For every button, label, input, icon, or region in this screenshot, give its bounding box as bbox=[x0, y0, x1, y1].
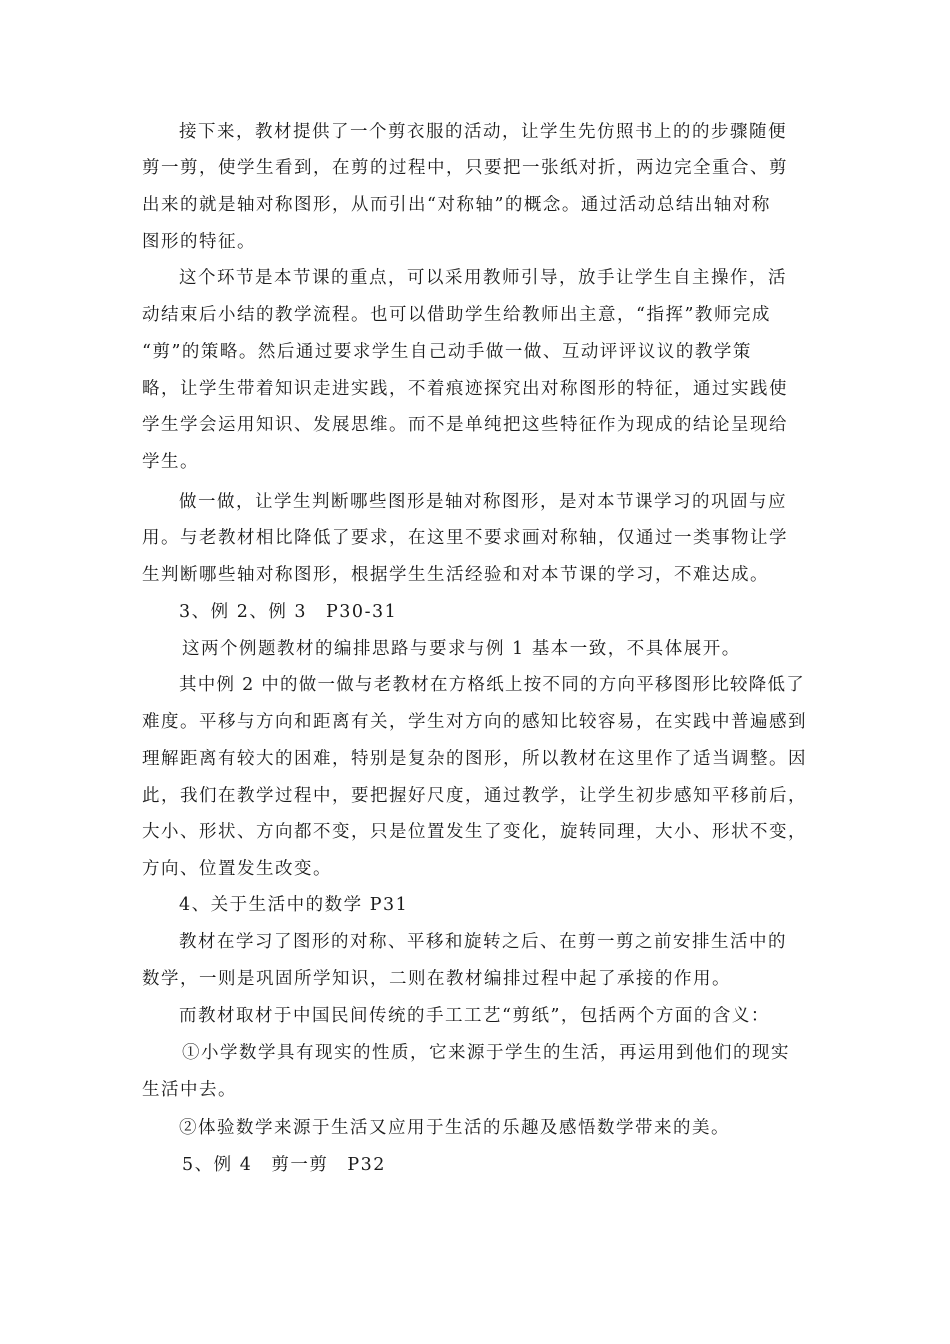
text-line: 这两个例题教材的编排思路与要求与例 1 基本一致，不具体展开。 bbox=[182, 639, 741, 659]
text-line: 这个环节是本节课的重点，可以采用教师引导，放手让学生自主操作，活 bbox=[179, 268, 787, 288]
text-line: 其中例 2 中的做一做与老教材在方格纸上按不同的方向平移图形比较降低了 bbox=[179, 675, 806, 695]
section-heading: 5、例 4 剪一剪 P32 bbox=[182, 1155, 386, 1175]
text-line: 剪一剪，使学生看到，在剪的过程中，只要把一张纸对折，两边完全重合、剪 bbox=[142, 158, 788, 178]
text-line: 教材在学习了图形的对称、平移和旋转之后、在剪一剪之前安排生活中的 bbox=[179, 932, 787, 952]
text-line: 大小、形状、方向都不变，只是位置发生了变化，旋转同理，大小、形状不变， bbox=[142, 822, 807, 842]
text-line: 理解距离有较大的困难，特别是复杂的图形，所以教材在这里作了适当调整。因 bbox=[142, 749, 807, 769]
text-line: ①小学数学具有现实的性质，它来源于学生的生活，再运用到他们的现实 bbox=[182, 1043, 790, 1063]
text-line: 数学，一则是巩固所学知识，二则在教材编排过程中起了承接的作用。 bbox=[142, 969, 731, 989]
text-line: 图形的特征。 bbox=[142, 232, 256, 252]
text-line: 接下来，教材提供了一个剪衣服的活动，让学生先仿照书上的的步骤随便 bbox=[179, 122, 787, 142]
text-line: 此，我们在教学过程中，要把握好尺度，通过教学，让学生初步感知平移前后， bbox=[142, 786, 807, 806]
text-line: 难度。平移与方向和距离有关，学生对方向的感知比较容易，在实践中普遍感到 bbox=[142, 712, 807, 732]
text-line: ②体验数学来源于生活又应用于生活的乐趣及感悟数学带来的美。 bbox=[179, 1118, 730, 1138]
text-line: “剪”的策略。然后通过要求学生自己动手做一做、互动评评议议的教学策 bbox=[142, 342, 752, 362]
section-heading: 3、例 2、例 3 P30-31 bbox=[179, 602, 398, 622]
text-line: 方向、位置发生改变。 bbox=[142, 859, 332, 879]
text-line: 生活中去。 bbox=[142, 1080, 237, 1100]
text-line: 略，让学生带着知识走进实践，不着痕迹探究出对称图形的特征，通过实践使 bbox=[142, 379, 788, 399]
text-line: 用。与老教材相比降低了要求，在这里不要求画对称轴，仅通过一类事物让学 bbox=[142, 528, 788, 548]
text-line: 学生。 bbox=[142, 452, 199, 472]
text-line: 生判断哪些轴对称图形，根据学生生活经验和对本节课的学习，不难达成。 bbox=[142, 565, 769, 585]
text-line: 出来的就是轴对称图形，从而引出“对称轴”的概念。通过活动总结出轴对称 bbox=[142, 195, 771, 215]
text-line: 而教材取材于中国民间传统的手工工艺“剪纸”，包括两个方面的含义： bbox=[179, 1006, 770, 1026]
text-line: 动结束后小结的教学流程。也可以借助学生给教师出主意，“指挥”教师完成 bbox=[142, 305, 771, 325]
text-line: 做一做，让学生判断哪些图形是轴对称图形，是对本节课学习的巩固与应 bbox=[179, 492, 787, 512]
section-heading: 4、关于生活中的数学 P31 bbox=[179, 895, 409, 915]
text-line: 学生学会运用知识、发展思维。而不是单纯把这些特征作为现成的结论呈现给 bbox=[142, 415, 788, 435]
